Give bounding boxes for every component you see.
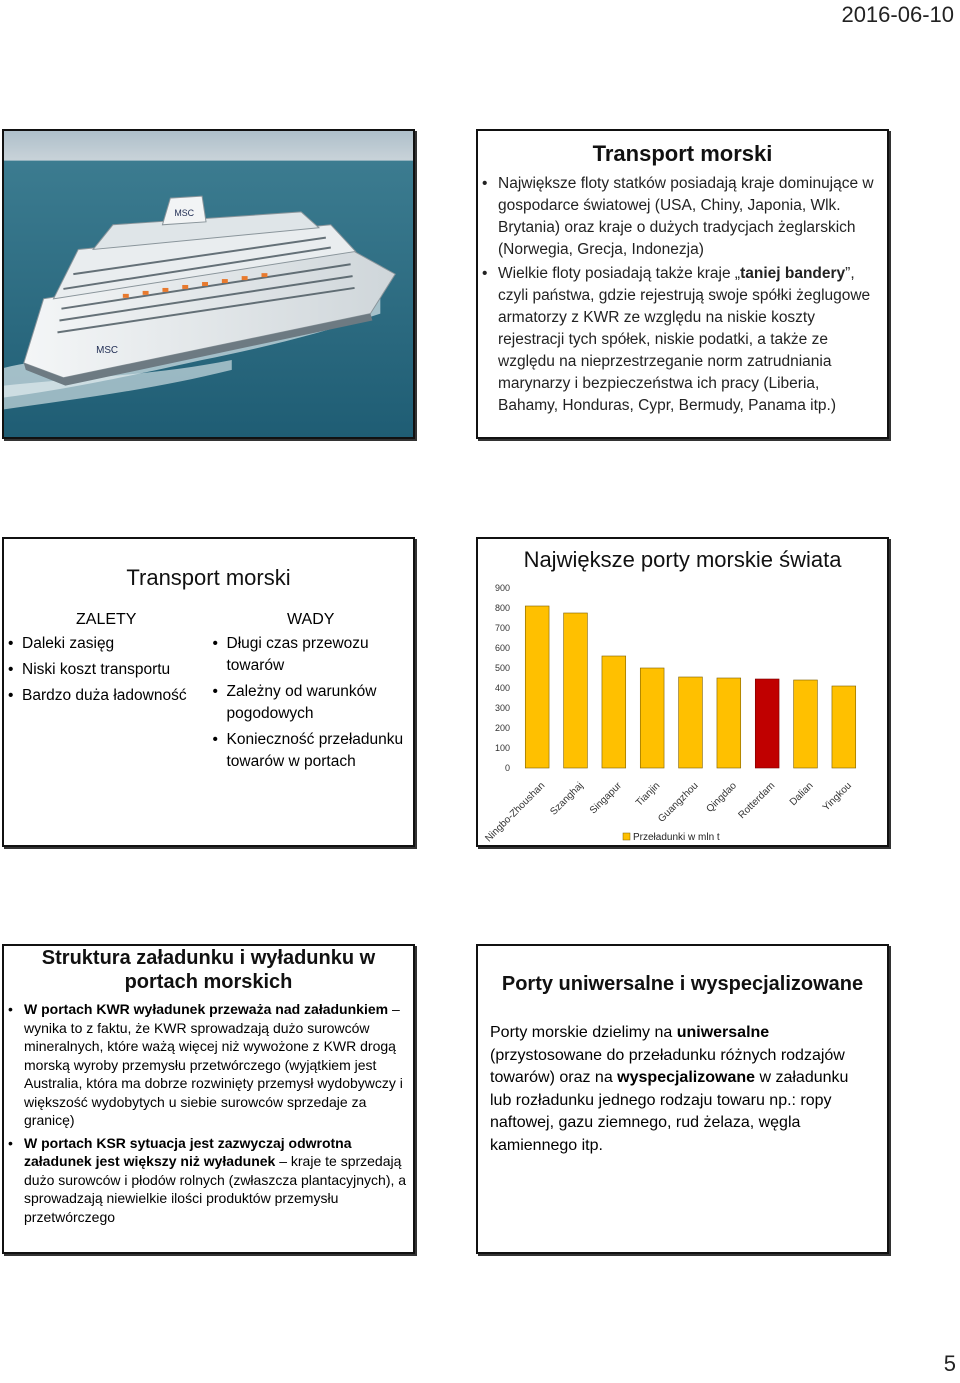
bar-szanghaj (564, 613, 588, 768)
list-item: • Największe floty statków posiadają kraje dominujące w gospodarce światowej (USA, Chiny, Japonia, Wlk. Brytania) oraz kraje o dużych tradycjach żeglarskich (Norwegia, Grecja, Indonezja) (478, 173, 879, 261)
text-span: Porty morskie dzielimy na (490, 1024, 677, 1041)
bar-tianjin (640, 668, 664, 768)
bar-ningbo-zhoushan (525, 606, 549, 768)
y-tick-label: 800 (494, 603, 510, 613)
slide-title: Transport morski (592, 141, 773, 166)
slide-title: Struktura załadunku i wyładunku w portach morskich (41, 947, 376, 993)
text-span: – kraje te sprzedają dużo surowców i płodów rolnych (zwłaszcza plantacyjnych), a sprowadzają niewielkie ilości produktów przemysłu przetwórczego (24, 1153, 407, 1225)
page-date: 2016-06-10 (841, 2, 954, 27)
list-item: • Długi czas przewozu towarów (209, 633, 414, 677)
bullet-list (4, 1000, 407, 1226)
bar-qingdao (717, 678, 741, 768)
list-item: • Zależny od warunków pogodowych (209, 681, 414, 725)
list-item (4, 1000, 407, 1130)
slide-struktura (2, 944, 415, 1254)
x-tick-label: Tianjin (633, 780, 663, 809)
ship-logo: MSC (174, 207, 195, 218)
paragraph (490, 1022, 873, 1157)
legend-label: Przeładunki w mln t (633, 832, 720, 843)
list-item (478, 263, 879, 417)
y-tick-label: 300 (494, 703, 510, 713)
x-tick-label: Yingkou (820, 780, 854, 814)
ship-hull-logo: MSC (96, 345, 119, 357)
bold-term: W portach KSR sytuacja jest zazwyczaj odwrotna załadunek jest większy niż wyładunek (24, 1134, 352, 1169)
cons-heading: WADY (287, 611, 335, 629)
pros-list (4, 633, 209, 707)
cons-column (209, 611, 414, 777)
cruise-ship-image (4, 131, 413, 437)
bar-yingkou (832, 686, 856, 768)
list-item: • Daleki zasięg (4, 633, 209, 655)
legend-swatch (623, 833, 630, 840)
slide-title: Największe porty morskie świata (523, 547, 842, 572)
text-span: – wynika to z faktu, że KWR sprowadzają dużo surowców mineralnych, które ważą więcej niż wywożone z KWR drogą morską wyroby przemysłu przetwórczego (wyjątkiem jest Australia, która ma dobrze rozwinięty przemysł wydobywczy i większość wydobytych u siebie surowców sprzedaje za granicę) (24, 1001, 403, 1128)
bold-term: wyspecjalizowane (617, 1069, 756, 1086)
bold-term: uniwersalne (676, 1024, 770, 1041)
bar-singapur (602, 656, 626, 768)
x-tick-label: Singapur (587, 780, 624, 817)
bar-guangzhou (679, 677, 703, 768)
page-number: 5 (943, 1351, 956, 1376)
x-tick-label: Rotterdam (736, 780, 778, 822)
x-tick-label: Ningbo-Zhoushan (483, 780, 548, 845)
cons-list (209, 633, 414, 773)
slide-transport-morski-2 (2, 537, 415, 847)
pros-column (4, 611, 209, 777)
list-item: • Niski koszt transportu (4, 659, 209, 681)
y-tick-label: 900 (494, 583, 510, 593)
bar-dalian (794, 680, 818, 768)
list-item (4, 1134, 407, 1227)
text-span: (przystosowane do przeładunku różnych rodzajów towarów) oraz na (490, 1046, 845, 1086)
y-tick-label: 100 (494, 743, 510, 753)
slide-title: Porty uniwersalne i wyspecjalizowane (501, 973, 864, 995)
y-tick-label: 0 (504, 763, 510, 773)
slide-title: Transport morski (126, 565, 291, 590)
bullet-list (478, 173, 879, 417)
bar-rotterdam (755, 679, 779, 768)
y-tick-label: 600 (494, 643, 510, 653)
text-span: ”, czyli państwa, gdzie rejestrują swoje spółki żeglugowe armatorzy z KWR ze względu na niskie koszty rejestracji tych spółek, niskie podatki, a także ze względu na nieprzestrzeganie norm zatrudniania marynarzy i bezpieczeństwa ich pracy (Liberia, Bahamy, Honduras, Cypr, Bermudy, Panama itp.) (498, 265, 871, 415)
slide-porty-uniwersalne (476, 944, 889, 1254)
y-tick-label: 700 (494, 623, 510, 633)
text-span: w załadunku lub rozładunku jednego rodzaju towaru np.: ropy naftowej, gazu ziemnego, rud żelaza, węgla kamiennego itp. (490, 1069, 849, 1154)
y-tick-label: 500 (494, 663, 510, 673)
bold-term: taniej bandery (740, 265, 846, 283)
pros-heading: ZALETY (76, 611, 137, 629)
list-item: • Bardzo duża ładowność (4, 685, 209, 707)
x-tick-label: Szanghaj (548, 780, 586, 818)
y-tick-label: 200 (494, 723, 510, 733)
x-tick-label: Guangzhou (656, 780, 701, 825)
bold-term: W portach KWR wyładunek przeważa nad załadunkiem (24, 1001, 389, 1017)
y-tick-label: 400 (494, 683, 510, 693)
slide-ship-photo (2, 129, 415, 439)
slide-transport-morski-1 (476, 129, 889, 439)
ports-bar-chart (478, 539, 887, 845)
text-span: Wielkie floty posiadają także kraje „ (498, 265, 741, 283)
list-item: • Konieczność przeładunku towarów w portach (209, 729, 414, 773)
x-tick-label: Dalian (787, 780, 816, 809)
x-tick-label: Qingdao (704, 780, 739, 815)
slide-ports-chart (476, 537, 889, 847)
